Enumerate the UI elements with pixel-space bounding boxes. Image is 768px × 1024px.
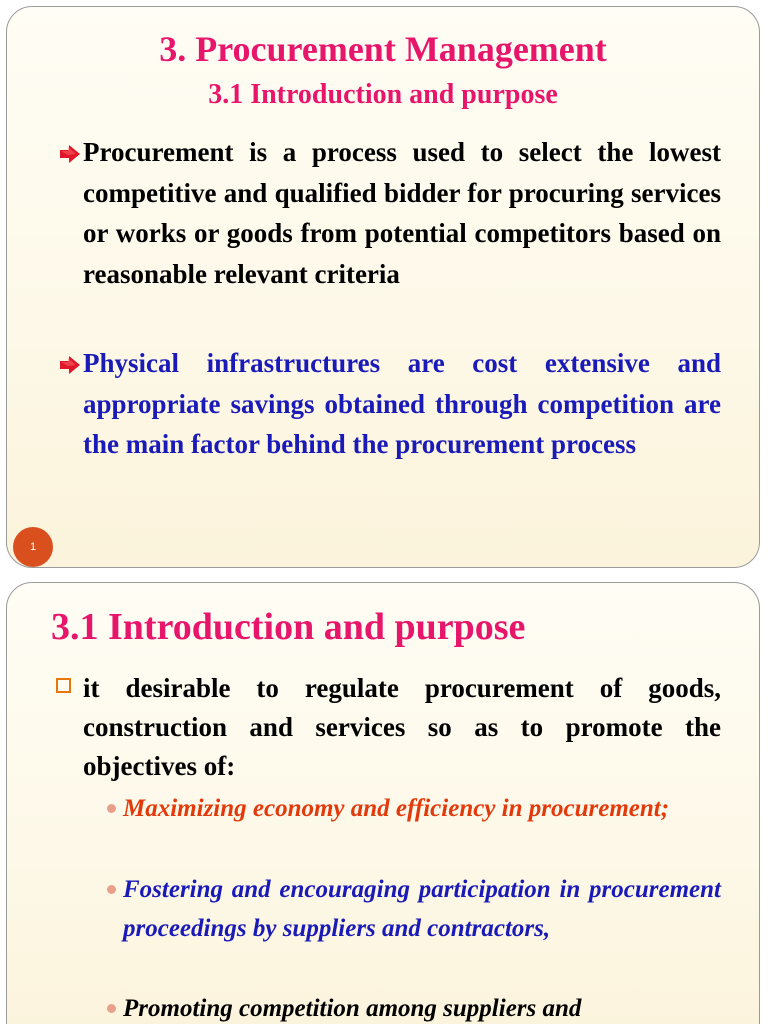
slide-1 [6, 6, 760, 568]
slide-2 [6, 582, 760, 1024]
slide-title: 3. Procurement Management [159, 29, 607, 69]
sub-bullet-dot-icon [107, 1004, 116, 1013]
arrow-bullet-icon [59, 144, 81, 164]
sub-item-promoting-competition: Promoting competition among suppliers and [123, 995, 582, 1022]
arrow-bullet-icon [59, 355, 81, 375]
bullet-text-physical-infrastructures: Physical infrastructures are cost extensive and appropriate savings obtained through competition are the main factor behind the procurement process [83, 348, 721, 459]
sub-item-fostering-participation: Fostering and encouraging participation in procurement proceedings by suppliers and contractors, [123, 876, 721, 942]
square-bullet-icon [56, 678, 71, 693]
sub-bullet-dot-icon [107, 885, 116, 894]
sub-item-maximizing-economy: Maximizing economy and efficiency in procurement; [123, 795, 670, 822]
intro-paragraph: it desirable to regulate procurement of goods, construction and services so as to promote the objectives of: [83, 673, 721, 781]
slide-title: 3.1 Introduction and purpose [51, 606, 526, 648]
sub-bullet-dot-icon [107, 804, 116, 813]
slide-number-badge: 1 [13, 527, 53, 567]
bullet-text-procurement-definition: Procurement is a process used to select the lowest competitive and qualified bidder for procuring services or works or goods from potential competitors based on reasonable relevant criteria [83, 137, 721, 289]
slide-subtitle: 3.1 Introduction and purpose [208, 79, 558, 110]
